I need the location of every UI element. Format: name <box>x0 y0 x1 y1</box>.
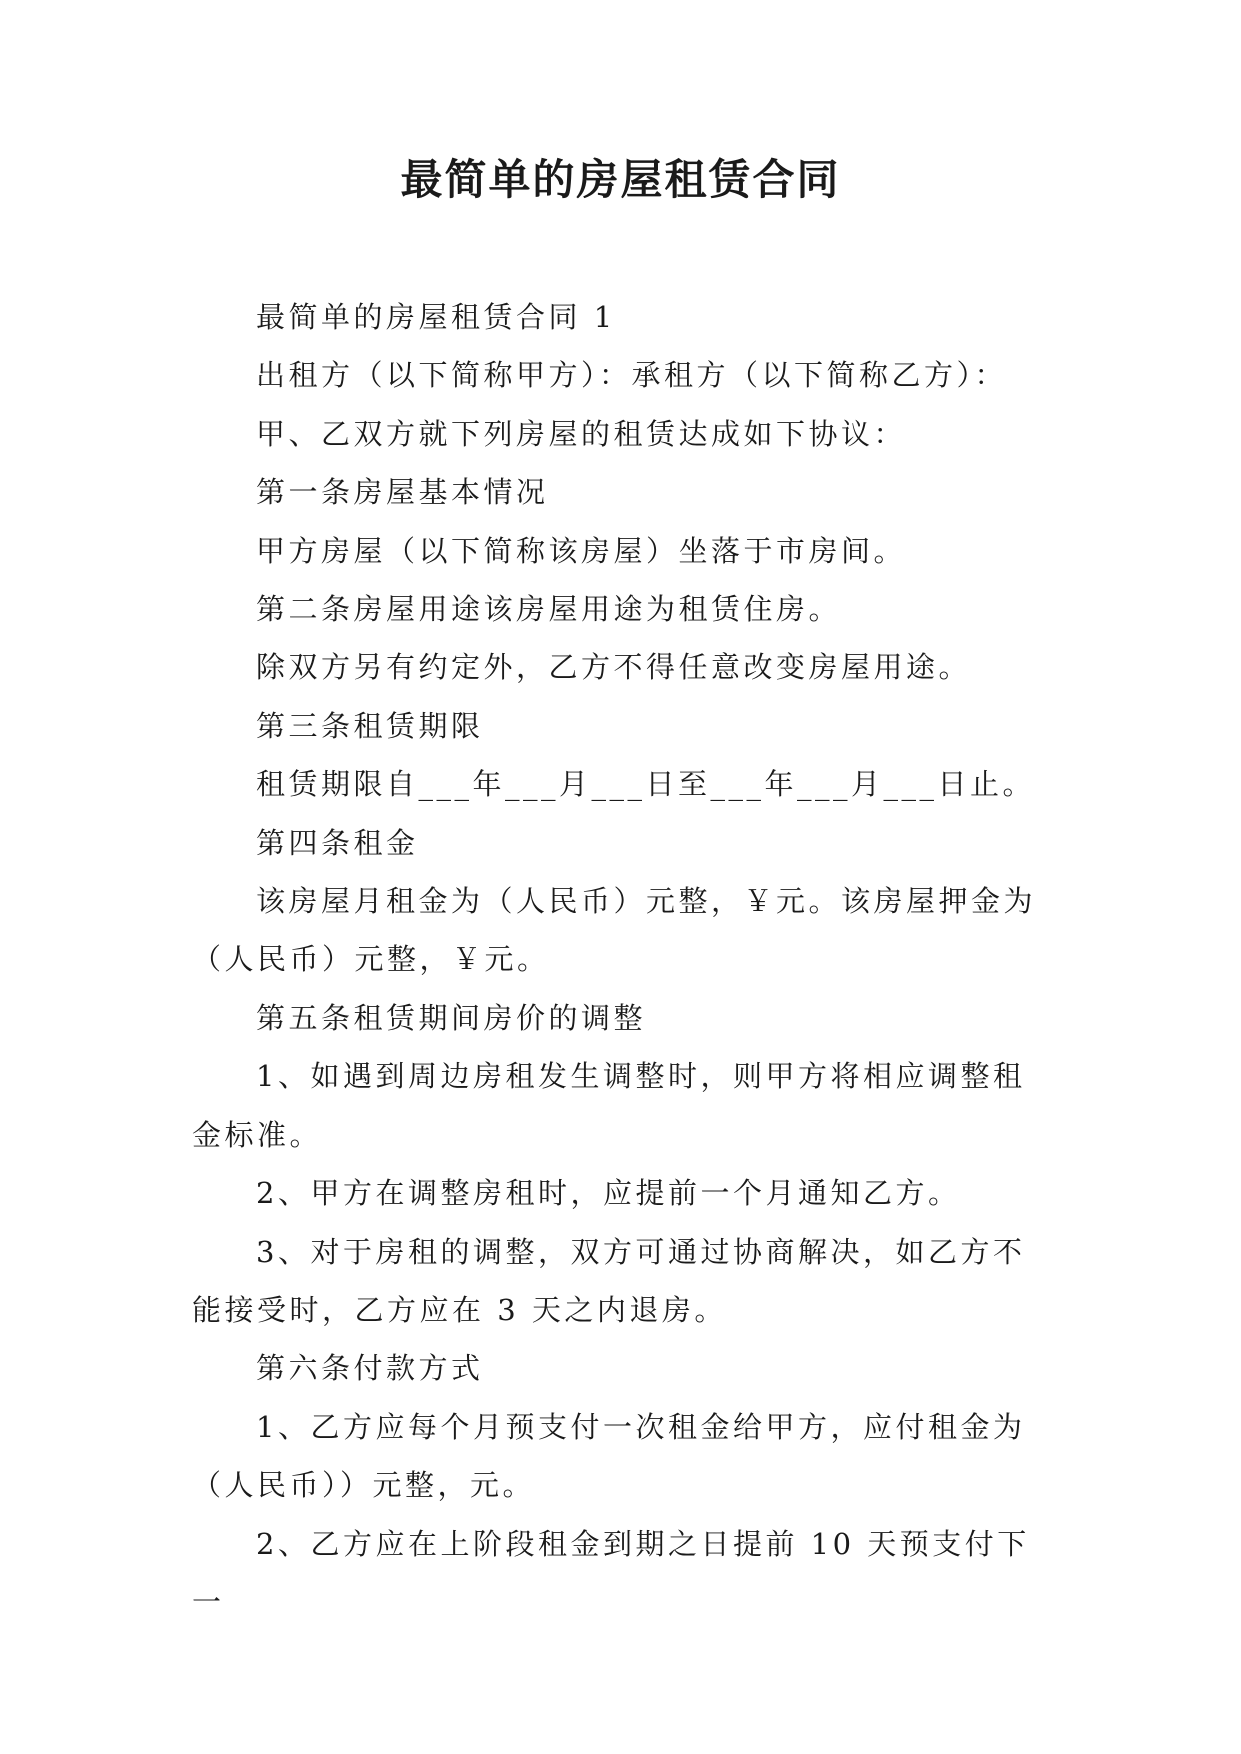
paragraph-property-location: 甲方房屋（以下简称该房屋）坐落于市房间。 <box>256 533 907 568</box>
paragraph-lease-term: 租赁期限自___年___月___日至___年___月___日止。 <box>256 767 1036 802</box>
paragraph-adjustment-3: 3、对于房租的调整，双方可通过协商解决，如乙方不能接受时，乙方应在 3 天之内退房。 <box>192 1234 1026 1327</box>
paragraph-adjustment-2: 2、甲方在调整房租时，应提前一个月通知乙方。 <box>256 1176 961 1211</box>
article-1-heading: 第一条房屋基本情况 <box>256 475 549 510</box>
article-4-heading: 第四条租金 <box>256 825 419 860</box>
article-2-heading: 第二条房屋用途该房屋用途为租赁住房。 <box>256 592 842 627</box>
paragraph-adjustment-1: 1、如遇到周边房租发生调整时，则甲方将相应调整租金标准。 <box>192 1059 1026 1152</box>
paragraph-contract-heading: 最简单的房屋租赁合同 1 <box>256 300 616 334</box>
paragraph-payment-1: 1、乙方应每个月预支付一次租金给甲方，应付租金为（人民币））元整，元。 <box>192 1409 1026 1503</box>
article-3-heading: 第三条租赁期限 <box>256 708 484 743</box>
document-body <box>192 288 1050 1631</box>
document-title: 最简单的房屋租赁合同 <box>400 155 841 204</box>
paragraph-agreement-intro: 甲、乙双方就下列房屋的租赁达成如下协议： <box>256 416 907 451</box>
article-5-heading: 第五条租赁期间房价的调整 <box>256 1000 647 1035</box>
article-6-heading: 第六条付款方式 <box>256 1351 484 1386</box>
paragraph-payment-2: 2、乙方应在上阶段租金到期之日提前 10 天预支付下一 <box>192 1526 1030 1619</box>
paragraph-rent-deposit: 该房屋月租金为（人民币）元整，￥元。该房屋押金为（人民币）元整，￥元。 <box>192 884 1037 977</box>
paragraph-parties: 出租方（以下简称甲方）：承租方（以下简称乙方）： <box>256 358 1008 393</box>
paragraph-usage-restriction: 除双方另有约定外，乙方不得任意改变房屋用途。 <box>256 650 972 685</box>
